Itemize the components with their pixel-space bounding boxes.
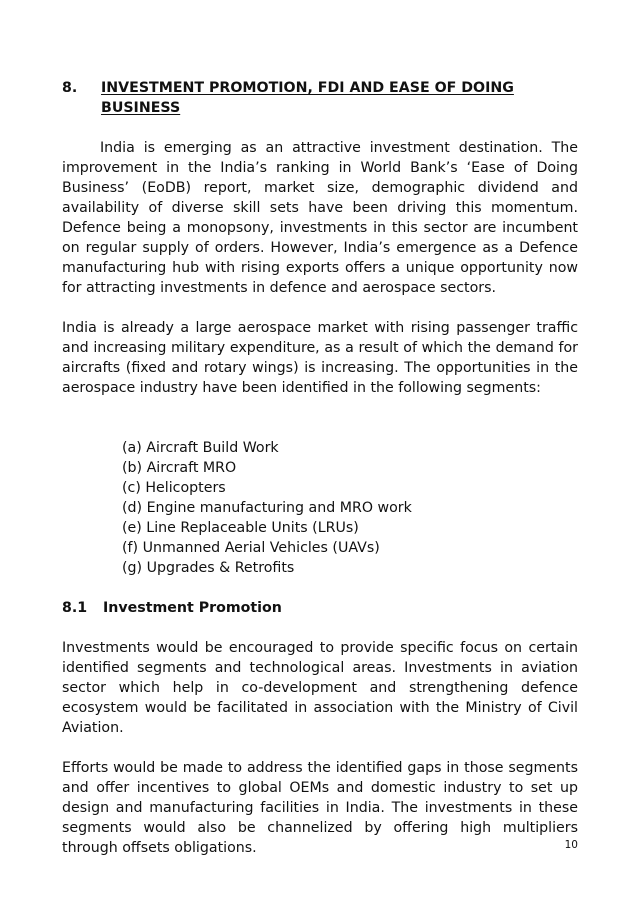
segment-list <box>62 438 578 578</box>
page-number: 10 <box>564 839 578 851</box>
list-item: (e) Line Replaceable Units (LRUs) <box>122 520 359 536</box>
section-heading <box>62 78 578 118</box>
list-item: (b) Aircraft MRO <box>122 460 237 476</box>
list-item: (d) Engine manufacturing and MRO work <box>122 500 412 516</box>
section-title: INVESTMENT PROMOTION, FDI AND EASE OF DOING BUSINESS <box>101 80 514 116</box>
section-number: 8. <box>62 80 78 96</box>
subsection-heading <box>62 598 578 618</box>
list-item: (a) Aircraft Build Work <box>122 440 279 456</box>
subsection-number: 8.1 <box>62 600 88 616</box>
efforts-paragraph: Efforts would be made to address the identified gaps in those segments and offer incentives to global OEMs and domestic industry to set up design and manufacturing facilities in India. The investments in these segments would also be channelized by offering high multipliers through offsets obligations. <box>62 760 578 856</box>
investments-paragraph: Investments would be encouraged to provide specific focus on certain identified segments and technological areas. Investments in aviation sector which help in co-development and strengthening defence ecosystem would be facilitated in association with the Ministry of Civil Aviation. <box>62 640 578 736</box>
intro-paragraph: India is emerging as an attractive investment destination. The improvement in the India’s ranking in World Bank’s ‘Ease of Doing Business’ (EoDB) report, market size, demographic dividend and availability of diverse skill sets have been driving this momentum. Defence being a monopsony, investments in this sector are incumbent on regular supply of orders. However, India’s emergence as a Defence manufacturing hub with rising exports offers a unique opportunity now for attracting investments in defence and aerospace sectors. <box>62 140 578 296</box>
list-item: (c) Helicopters <box>122 480 226 496</box>
list-item: (f) Unmanned Aerial Vehicles (UAVs) <box>122 540 380 556</box>
aerospace-market-paragraph: India is already a large aerospace market with rising passenger traffic and increasing military expenditure, as a result of which the demand for aircrafts (fixed and rotary wings) is increasing. The opportunities in the aerospace industry have been identified in the following segments: <box>62 320 578 396</box>
list-item: (g) Upgrades & Retrofits <box>122 560 295 576</box>
subsection-title: Investment Promotion <box>103 600 282 616</box>
